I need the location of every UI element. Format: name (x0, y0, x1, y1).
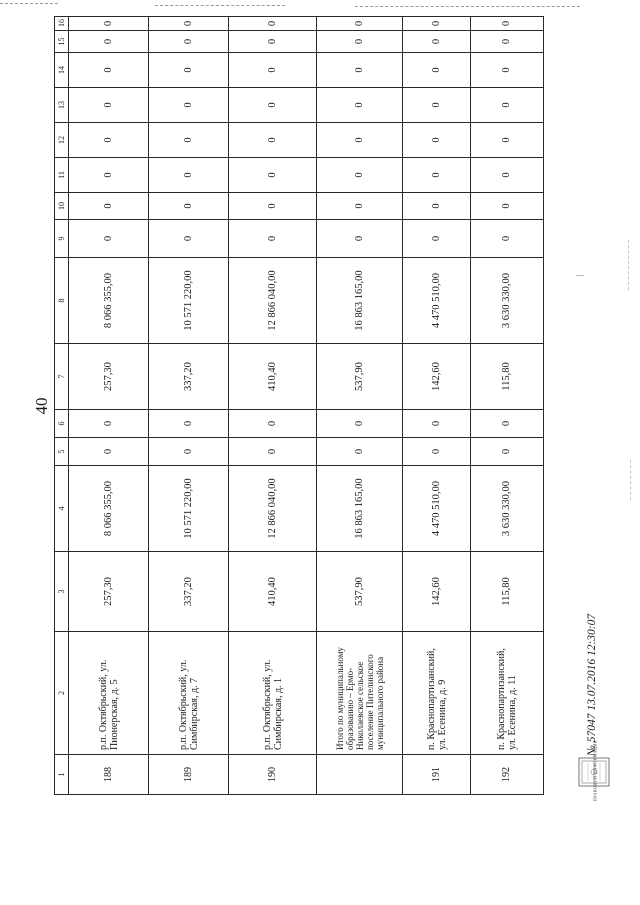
value-cell: 0 (149, 220, 229, 258)
value-cell: 0 (69, 17, 149, 31)
value-cell: 0 (149, 88, 229, 123)
value-cell: 0 (229, 438, 317, 466)
col-num-15: 15 (55, 31, 69, 53)
address-cell: п. Краснопартизанский, ул. Есенина, д. 11 (471, 632, 544, 755)
value-cell: 0 (403, 88, 471, 123)
value-cell: 0 (69, 123, 149, 158)
value-cell: 0 (229, 53, 317, 88)
value-cell: 0 (317, 438, 403, 466)
data-table (54, 16, 544, 795)
col-num-11: 11 (55, 158, 69, 193)
value-cell: 0 (229, 220, 317, 258)
value-cell: 0 (149, 123, 229, 158)
col-num-9: 9 (55, 220, 69, 258)
value-cell: 0 (403, 17, 471, 31)
cost-cell: 10 571 220,00 (149, 466, 229, 552)
cost-cell: 12 866 040,00 (229, 466, 317, 552)
cost-cell: 4 470 510,00 (403, 258, 471, 344)
value-cell: 0 (317, 123, 403, 158)
value-cell: 0 (403, 193, 471, 220)
col-num-3: 3 (55, 552, 69, 632)
total-label-cell: Итого по муниципальному образованию – Ермо-Николаевское сельское поселение Пителинского муниципального района (317, 632, 403, 755)
cost-cell: 16 863 165,00 (317, 466, 403, 552)
value-cell: 0 (317, 193, 403, 220)
table-row (149, 17, 229, 795)
row-number: 189 (149, 755, 229, 795)
column-number-row (55, 17, 69, 795)
area-cell: 337,20 (149, 344, 229, 410)
value-cell: 0 (403, 438, 471, 466)
value-cell: 0 (471, 410, 544, 438)
area-cell: 537,90 (317, 344, 403, 410)
cost-cell: 3 630 330,00 (471, 258, 544, 344)
col-num-14: 14 (55, 53, 69, 88)
table-row (403, 17, 471, 795)
col-num-7: 7 (55, 344, 69, 410)
col-num-8: 8 (55, 258, 69, 344)
value-cell: 0 (403, 410, 471, 438)
area-cell: 142,60 (403, 552, 471, 632)
area-cell: 410,40 (229, 344, 317, 410)
value-cell: 0 (149, 17, 229, 31)
area-cell: 257,30 (69, 552, 149, 632)
row-number: 192 (471, 755, 544, 795)
value-cell: 0 (471, 193, 544, 220)
value-cell: 0 (149, 31, 229, 53)
value-cell: 0 (471, 31, 544, 53)
value-cell: 0 (317, 158, 403, 193)
value-cell: 0 (403, 158, 471, 193)
cost-cell: 8 066 355,00 (69, 466, 149, 552)
col-num-6: 6 (55, 410, 69, 438)
row-number (317, 755, 403, 795)
value-cell: 0 (471, 220, 544, 258)
value-cell: 0 (317, 220, 403, 258)
col-num-13: 13 (55, 88, 69, 123)
address-cell: р.п. Октябрьский, ул. Пионерская, д. 5 (69, 632, 149, 755)
value-cell: 0 (471, 158, 544, 193)
area-cell: 142,60 (403, 344, 471, 410)
table-row (471, 17, 544, 795)
cost-cell: 12 866 040,00 (229, 258, 317, 344)
value-cell: 0 (69, 438, 149, 466)
value-cell: 0 (149, 438, 229, 466)
value-cell: 0 (149, 53, 229, 88)
row-number: 188 (69, 755, 149, 795)
value-cell: 0 (317, 17, 403, 31)
table-row-total (317, 17, 403, 795)
col-num-1: 1 (55, 755, 69, 795)
value-cell: 0 (69, 31, 149, 53)
value-cell: 0 (229, 410, 317, 438)
address-cell: р.п. Октябрьский, ул. Симбирская, д. 7 (149, 632, 229, 755)
address-cell: п. Краснопартизанский, ул. Есенина, д. 9 (403, 632, 471, 755)
cost-cell: 4 470 510,00 (403, 466, 471, 552)
value-cell: 0 (229, 158, 317, 193)
value-cell: 0 (403, 31, 471, 53)
value-cell: 0 (149, 410, 229, 438)
row-number: 190 (229, 755, 317, 795)
cost-cell: 3 630 330,00 (471, 466, 544, 552)
value-cell: 0 (317, 31, 403, 53)
area-cell: 257,30 (69, 344, 149, 410)
value-cell: 0 (317, 88, 403, 123)
value-cell: 0 (403, 53, 471, 88)
area-cell: 115,80 (471, 552, 544, 632)
value-cell: 0 (403, 220, 471, 258)
value-cell: 0 (403, 123, 471, 158)
value-cell: 0 (229, 88, 317, 123)
value-cell: 0 (471, 53, 544, 88)
value-cell: 0 (229, 193, 317, 220)
page-number: 40 (32, 397, 51, 415)
address-cell: р.п. Октябрьский, ул. Симбирская, д. 1 (229, 632, 317, 755)
col-num-4: 4 (55, 466, 69, 552)
value-cell: 0 (69, 53, 149, 88)
registration-number: № 57047 13.07.2016 12:30:07 (586, 613, 598, 756)
value-cell: 0 (69, 220, 149, 258)
area-cell: 410,40 (229, 552, 317, 632)
value-cell: 0 (69, 88, 149, 123)
row-number: 191 (403, 755, 471, 795)
table-row (69, 17, 149, 795)
table-row (229, 17, 317, 795)
value-cell: 0 (69, 410, 149, 438)
cost-cell: 16 863 165,00 (317, 258, 403, 344)
value-cell: 0 (149, 158, 229, 193)
area-cell: 337,20 (149, 552, 229, 632)
value-cell: 0 (471, 438, 544, 466)
stamp-text: ПРАВОВОЙ ИНФОРМАЦИИ (592, 739, 598, 802)
col-num-2: 2 (55, 632, 69, 755)
value-cell: 0 (229, 31, 317, 53)
area-cell: 537,90 (317, 552, 403, 632)
cost-cell: 10 571 220,00 (149, 258, 229, 344)
value-cell: 0 (69, 193, 149, 220)
value-cell: 0 (471, 123, 544, 158)
value-cell: 0 (471, 17, 544, 31)
value-cell: 0 (229, 17, 317, 31)
col-num-16: 16 (55, 17, 69, 31)
value-cell: 0 (317, 410, 403, 438)
col-num-5: 5 (55, 438, 69, 466)
area-cell: 115,80 (471, 344, 544, 410)
value-cell: 0 (69, 158, 149, 193)
cost-cell: 8 066 355,00 (69, 258, 149, 344)
value-cell: 0 (317, 53, 403, 88)
value-cell: 0 (471, 88, 544, 123)
value-cell: 0 (229, 123, 317, 158)
value-cell: 0 (149, 193, 229, 220)
col-num-10: 10 (55, 193, 69, 220)
col-num-12: 12 (55, 123, 69, 158)
